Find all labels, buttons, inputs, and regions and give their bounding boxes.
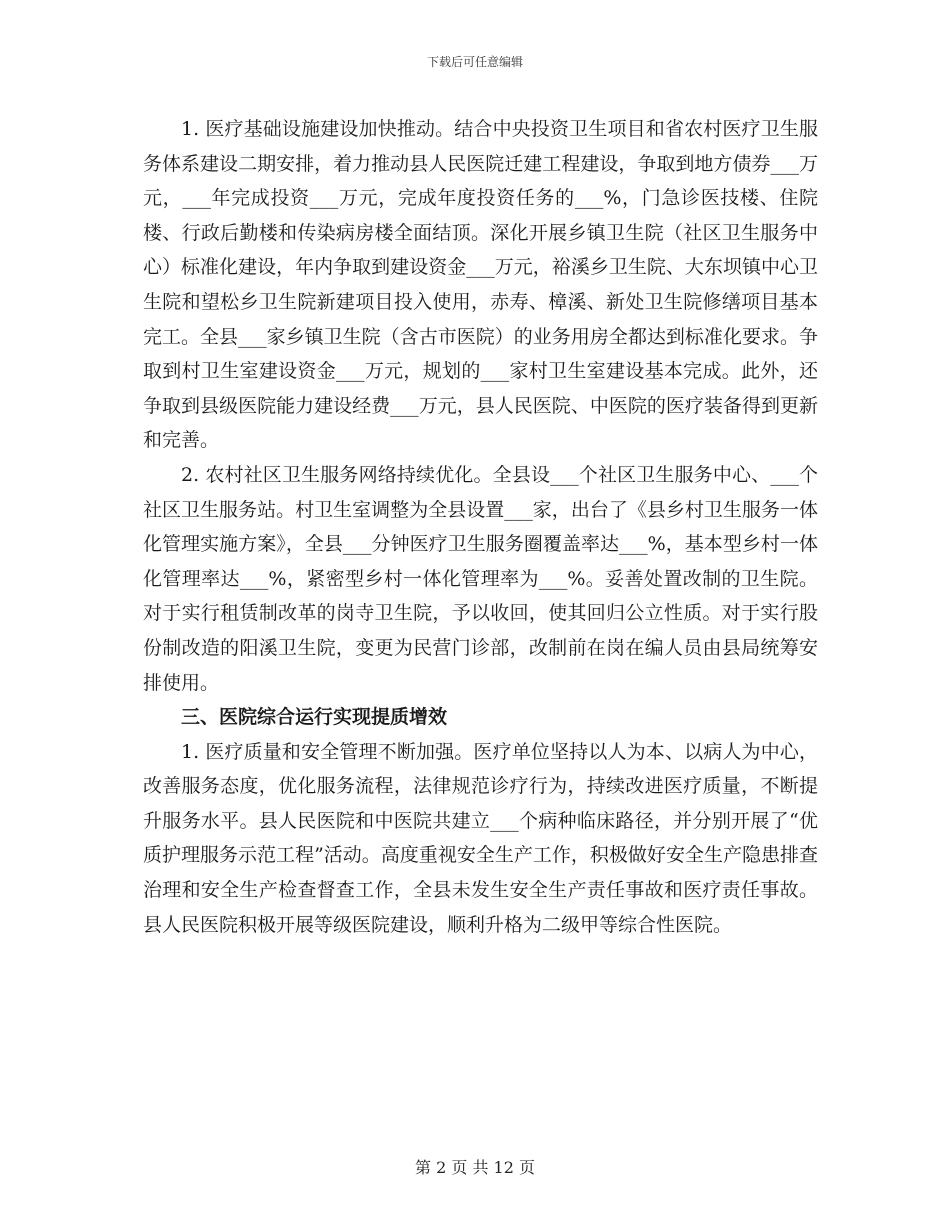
document-body [143, 112, 818, 942]
header-note: 下载后可任意编辑 [426, 55, 523, 69]
paragraph-quality-safety: 1. 医疗质量和安全管理不断加强。医疗单位坚持以人为本、以病人为中心，改善服务态度，优化服务流程，法律规范诊疗行为，持续改进医疗质量，不断提升服务水平。县人民医院和中医院共建立___个病种临床路径，并分别开展了“优质护理服务示范工程”活动。高度重视安全生产工作，积极做好安全生产隐患排查治理和安全生产检查督查工作，全县未发生安全生产责任事故和医疗责任事故。县人民医院积极开展等级医院建设，顺利升格为二级甲等综合性医院。 [143, 740, 818, 936]
page-number-footer: 第 2 页 共 12 页 [415, 1158, 535, 1177]
paragraph-community-network: 2. 农村社区卫生服务网络持续优化。全县设___个社区卫生服务中心、___个社区卫生服务站。村卫生室调整为全县设置___家，出台了《县乡村卫生服务一体化管理实施方案》，全县___分钟医疗卫生服务圈覆盖率达___%，基本型乡村一体化管理率达___%，紧密型乡村一体化管理率为___%。妥善处置改制的卫生院。对于实行租赁制改革的岗寺卫生院，予以收回，使其回归公立性质。对于实行股份制改造的阳溪卫生院，变更为民营门诊部，改制前在岗在编人员由县局统筹安排使用。 [143, 463, 818, 694]
paragraph-infrastructure: 1. 医疗基础设施建设加快推动。结合中央投资卫生项目和省农村医疗卫生服务体系建设二期安排，着力推动县人民医院迁建工程建设，争取到地方债券___万元，___年完成投资___万元，完成年度投资任务的___%，门急诊医技楼、住院楼、行政后勤楼和传染病房楼全面结顶。深化开展乡镇卫生院（社区卫生服务中心）标准化建设，年内争取到建设资金___万元，裕溪乡卫生院、大东坝镇中心卫生院和望松乡卫生院新建项目投入使用，赤寿、樟溪、新处卫生院修缮项目基本完工。全县___家乡镇卫生院（含古市医院）的业务用房全都达到标准化要求。争取到村卫生室建设资金___万元，规划的___家村卫生室建设基本完成。此外，还争取到县级医院能力建设经费___万元，县人民医院、中医院的医疗装备得到更新和完善。 [143, 118, 818, 452]
section-heading-hospital-operation: 三、医院综合运行实现提质增效 [181, 706, 448, 729]
